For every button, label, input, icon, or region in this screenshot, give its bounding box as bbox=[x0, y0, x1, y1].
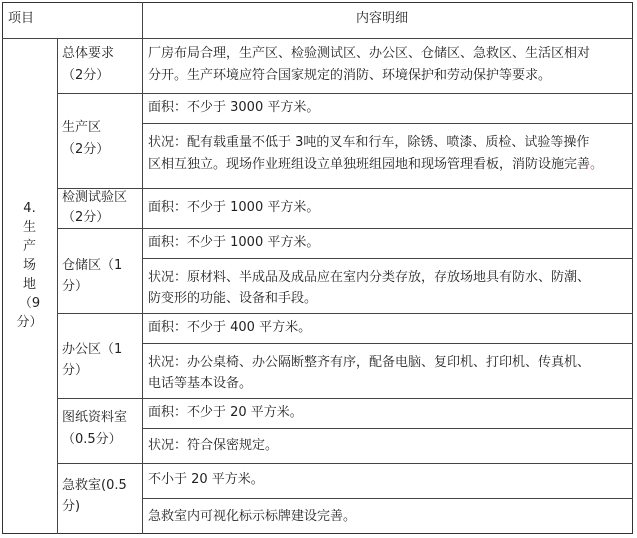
row-label: 分） bbox=[62, 363, 89, 378]
subrow-divider bbox=[142, 428, 633, 429]
row-label: （2分） bbox=[62, 142, 110, 157]
row-divider bbox=[57, 398, 633, 399]
subrow-divider bbox=[142, 123, 633, 124]
row-label: 检测试验区 bbox=[62, 190, 128, 205]
row-label: 图纸资料室 bbox=[62, 410, 128, 425]
row-label: 办公区（1 bbox=[62, 342, 123, 357]
section-score: （9 bbox=[18, 296, 41, 311]
column-divider bbox=[57, 38, 58, 534]
subrow-divider bbox=[142, 258, 633, 259]
section-number: 4. bbox=[23, 201, 36, 216]
row-content: 防变形的功能、设备和手段。 bbox=[148, 291, 318, 306]
row-label: 生产区 bbox=[62, 120, 102, 135]
section-char: 地 bbox=[22, 277, 36, 292]
section-score: 分） bbox=[16, 315, 43, 330]
row-divider bbox=[57, 228, 633, 229]
row-content: 面积：不少于 3000 平方米。 bbox=[148, 100, 320, 115]
row-content: 分开。生产环境应符合国家规定的消防、环境保护和劳动保护等要求。 bbox=[148, 68, 552, 83]
row-content: 面积：不少于 1000 平方米。 bbox=[148, 235, 320, 250]
header-content: 内容明细 bbox=[356, 11, 409, 26]
row-label: 总体要求 bbox=[62, 46, 115, 61]
row-divider bbox=[57, 463, 633, 464]
row-label: 急救室(0.5 bbox=[62, 478, 127, 493]
row-content: 状况：办公桌椅、办公隔断整齐有序，配备电脑、复印机、打印机、传真机、 bbox=[148, 355, 591, 370]
section-char: 生 bbox=[22, 220, 36, 235]
row-divider bbox=[57, 188, 633, 189]
section-char: 场 bbox=[22, 258, 36, 273]
subrow-divider bbox=[142, 343, 633, 344]
row-content bbox=[148, 155, 603, 175]
column-divider bbox=[142, 2, 143, 534]
row-label: 分） bbox=[62, 279, 89, 294]
row-content: 不小于 20 平方米。 bbox=[148, 472, 264, 487]
row-content: 状况：符合保密规定。 bbox=[148, 438, 279, 453]
row-divider bbox=[57, 93, 633, 94]
row-label: （2分） bbox=[62, 210, 110, 225]
row-content: 状况：配有载重量不低于 3吨的叉车和行车，除锈、喷漆、质检、试验等操作 bbox=[148, 135, 590, 150]
section-char: 产 bbox=[22, 239, 36, 254]
row-content: 面积：不少于 20 平方米。 bbox=[148, 405, 303, 420]
row-content: 面积：不少于 400 平方米。 bbox=[148, 320, 312, 335]
header-divider bbox=[2, 38, 633, 39]
row-label: （0.5分） bbox=[62, 432, 122, 447]
header-project: 项目 bbox=[8, 11, 35, 26]
subrow-divider bbox=[142, 498, 633, 499]
row-content: 电话等基本设备。 bbox=[148, 376, 253, 391]
row-divider bbox=[57, 313, 633, 314]
row-content: 状况：原材料、半成品及成品应在室内分类存放，存放场地具有防水、防潮、 bbox=[148, 270, 591, 285]
row-label: 分) bbox=[62, 499, 81, 514]
row-label: 仓储区（1 bbox=[62, 258, 123, 273]
row-label: （2分） bbox=[62, 68, 110, 83]
row-content: 面积：不少于 1000 平方米。 bbox=[148, 200, 320, 215]
row-content: 急救室内可视化标示标牌建设完善。 bbox=[148, 509, 357, 524]
row-content: 厂房布局合理，生产区、检验测试区、办公区、仓储区、急救区、生活区相对 bbox=[148, 46, 591, 61]
trailing-mark: 。 bbox=[590, 157, 604, 172]
row-content-text: 区相互独立。现场作业班组设立单独班组园地和现场管理看板，消防设施完善 bbox=[148, 157, 591, 172]
